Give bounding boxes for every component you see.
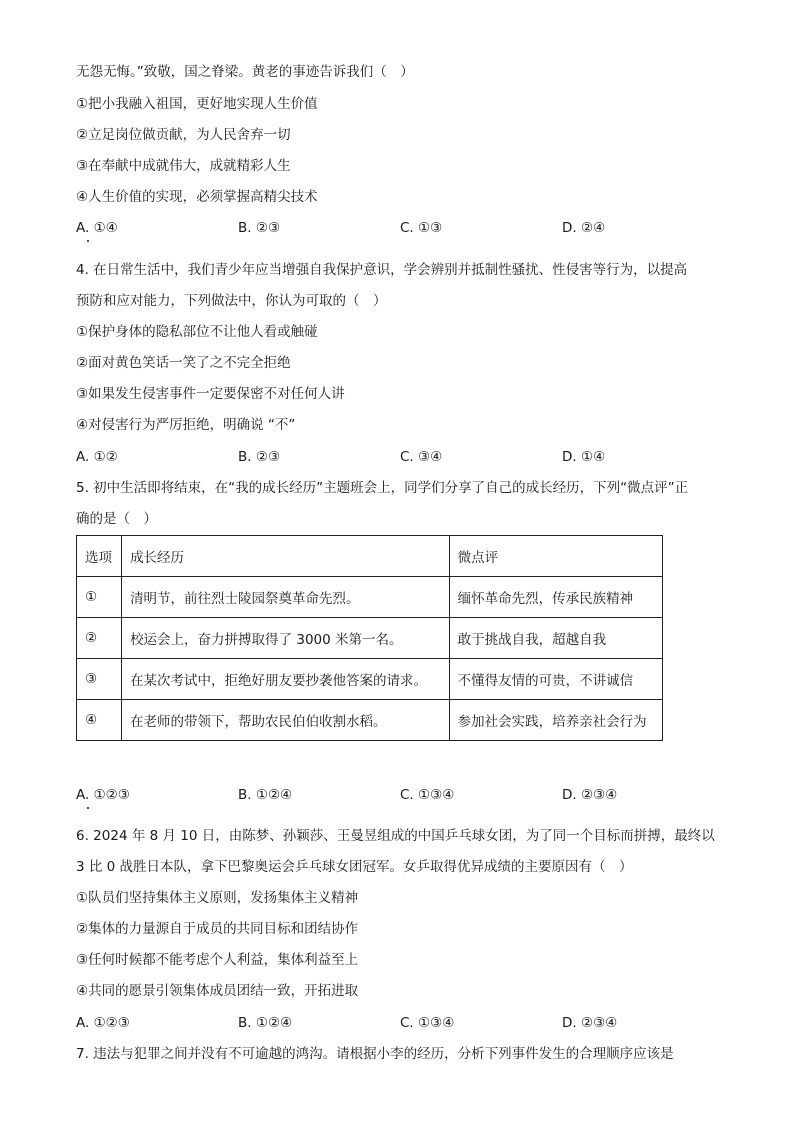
q6-statement-3: ③任何时候都不能考虑个人利益，集体利益至上 (76, 952, 359, 968)
q3-statement-3: ③在奉献中成就伟大，成就精彩人生 (76, 158, 291, 174)
q3-options (76, 218, 716, 238)
q5-options (76, 785, 716, 805)
q6-statement-4: ④共同的愿景引领集体成员团结一致，开拓进取 (76, 983, 359, 999)
table-cell: 在某次考试中，拒绝好朋友要抄袭他答案的请求。 (122, 659, 450, 700)
q4-stem-line-1: 4. 在日常生活中，我们青少年应当增强自我保护意识，学会辨别并抵制性骚扰、性侵害等行为，以提高 (76, 262, 688, 278)
q4-option-a[interactable]: A. ①② (76, 449, 118, 465)
q6-option-c[interactable]: C. ①③④ (400, 1015, 455, 1031)
q6-option-b[interactable]: B. ①②④ (238, 1015, 293, 1031)
q6-option-a[interactable]: A. ①②③ (76, 1015, 130, 1031)
q3-option-d[interactable]: D. ②④ (562, 220, 606, 236)
q6-options (76, 1013, 716, 1033)
table-cell: 缅怀革命先烈，传承民族精神 (449, 577, 662, 618)
q5-option-d[interactable]: D. ②③④ (562, 787, 618, 803)
q6-option-d[interactable]: D. ②③④ (562, 1015, 618, 1031)
table-header-comment: 微点评 (449, 536, 662, 577)
q3-option-a[interactable]: A. ①④ (76, 220, 118, 236)
table-header-option: 选项 (77, 536, 122, 577)
table-cell: 校运会上，奋力拼搏取得了 3000 米第一名。 (122, 618, 450, 659)
table-header-experience: 成长经历 (122, 536, 450, 577)
q4-option-b[interactable]: B. ②③ (238, 449, 281, 465)
q3-statement-2: ②立足岗位做贡献，为人民舍弃一切 (76, 127, 291, 143)
q7-stem-line-1: 7. 违法与犯罪之间并没有不可逾越的鸿沟。请根据小李的经历，分析下列事件发生的合理顺序应该是 (76, 1046, 674, 1062)
q6-stem-line-2: 3 比 0 战胜日本队，拿下巴黎奥运会乒乓球女团冠军。女乒取得优异成绩的主要原因有（ ） (76, 859, 633, 875)
q3-option-b[interactable]: B. ②③ (238, 220, 281, 236)
q5-option-a[interactable]: A. ①②③ (76, 787, 130, 803)
q4-statement-2: ②面对黄色笑话一笑了之不完全拒绝 (76, 355, 291, 371)
q4-statement-3: ③如果发生侵害事件一定要保密不对任何人讲 (76, 386, 345, 402)
q4-stem-line-2: 预防和应对能力，下列做法中，你认为可取的（ ） (76, 293, 387, 309)
table-cell: 不懂得友情的可贵，不讲诚信 (449, 659, 662, 700)
q5-stem-line-2: 确的是（ ） (76, 511, 157, 527)
table-row (77, 618, 663, 659)
q3-option-c[interactable]: C. ①③ (400, 220, 443, 236)
q3-stem: 无怨无悔。”致敬，国之脊梁。黄老的事迹告诉我们（ ） (76, 64, 414, 80)
q3-statement-4: ④人生价值的实现，必须掌握高精尖技术 (76, 189, 318, 205)
q4-options (76, 447, 716, 467)
table-cell: ③ (77, 659, 122, 700)
table-cell: ① (77, 577, 122, 618)
table-cell: 参加社会实践，培养亲社会行为 (449, 700, 662, 741)
q4-statement-4: ④对侵害行为严厉拒绝，明确说 “不” (76, 417, 296, 433)
table-row (77, 700, 663, 741)
table-cell: 敢于挑战自我，超越自我 (449, 618, 662, 659)
q5-option-b[interactable]: B. ①②④ (238, 787, 293, 803)
table-cell: 在老师的带领下，帮助农民伯伯收割水稻。 (122, 700, 450, 741)
q4-option-c[interactable]: C. ③④ (400, 449, 443, 465)
q3-statement-1: ①把小我融入祖国，更好地实现人生价值 (76, 96, 318, 112)
table-header-row (77, 536, 663, 577)
table-cell: ② (77, 618, 122, 659)
q5-option-c[interactable]: C. ①③④ (400, 787, 455, 803)
dot-mark (87, 807, 89, 809)
q6-statement-2: ②集体的力量源自于成员的共同目标和团结协作 (76, 921, 359, 937)
dot-mark (87, 240, 89, 242)
q5-stem-line-1: 5. 初中生活即将结束，在“我的成长经历”主题班会上，同学们分享了自己的成长经历，下列“微点评”正 (76, 480, 689, 496)
growth-experience-table (76, 535, 663, 741)
q4-option-d[interactable]: D. ①④ (562, 449, 606, 465)
q6-stem-line-1: 6. 2024 年 8 月 10 日，由陈梦、孙颖莎、王曼昱组成的中国乒乓球女团，为了同一个目标而拼搏，最终以 (76, 828, 715, 844)
table-row (77, 577, 663, 618)
q6-statement-1: ①队员们坚持集体主义原则，发扬集体主义精神 (76, 890, 359, 906)
table-row (77, 659, 663, 700)
q4-statement-1: ①保护身体的隐私部位不让他人看或触碰 (76, 324, 318, 340)
table-cell: ④ (77, 700, 122, 741)
table-cell: 清明节，前往烈士陵园祭奠革命先烈。 (122, 577, 450, 618)
